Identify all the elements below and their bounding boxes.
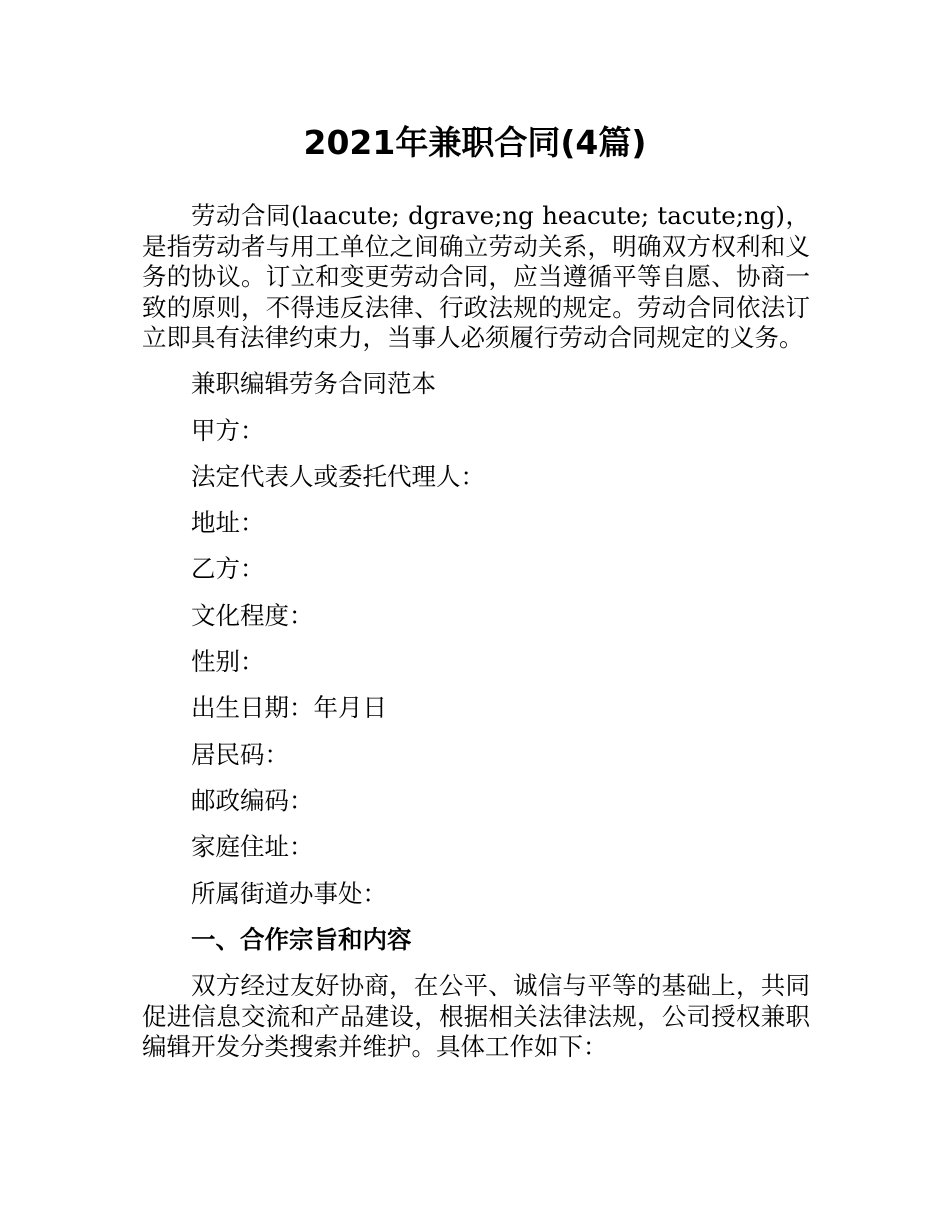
field-birth-date: 出生日期：年月日 [191,693,387,723]
field-postal-code: 邮政编码： [191,785,314,815]
section-paragraph: 双方经过友好协商，在公平、诚信与平等的基础上，共同促进信息交流和产品建设，根据相关法律法规，公司授权兼职编辑开发分类搜索并维护。具体工作如下： [142,971,810,1062]
field-party-b: 乙方： [191,554,265,584]
field-party-a: 甲方： [191,415,265,445]
field-resident-code: 居民码： [191,739,289,769]
document-body [142,201,810,1078]
contract-template-title: 兼职编辑劳务合同范本 [191,369,436,399]
field-gender: 性别： [191,647,265,677]
field-home-address: 家庭住址： [191,832,314,862]
intro-paragraph: 劳动合同(laacute; dgrave;ng heacute; tacute;ng)，是指劳动者与用工单位之间确立劳动关系，明确双方权利和义务的协议。订立和变更劳动合同，应当遵循平等自愿、协商一致的原则，不得违反法律、行政法规的规定。劳动合同依法订立即具有法律约束力，当事人必须履行劳动合同规定的义务。 [142,201,810,352]
field-address: 地址： [191,508,265,538]
section-heading: 一、合作宗旨和内容 [191,924,412,954]
field-legal-representative: 法定代表人或委托代理人： [191,461,485,491]
field-education: 文化程度： [191,600,314,630]
document-title: 2021年兼职合同(4篇) [303,123,647,162]
field-street-office: 所属街道办事处： [191,878,387,908]
